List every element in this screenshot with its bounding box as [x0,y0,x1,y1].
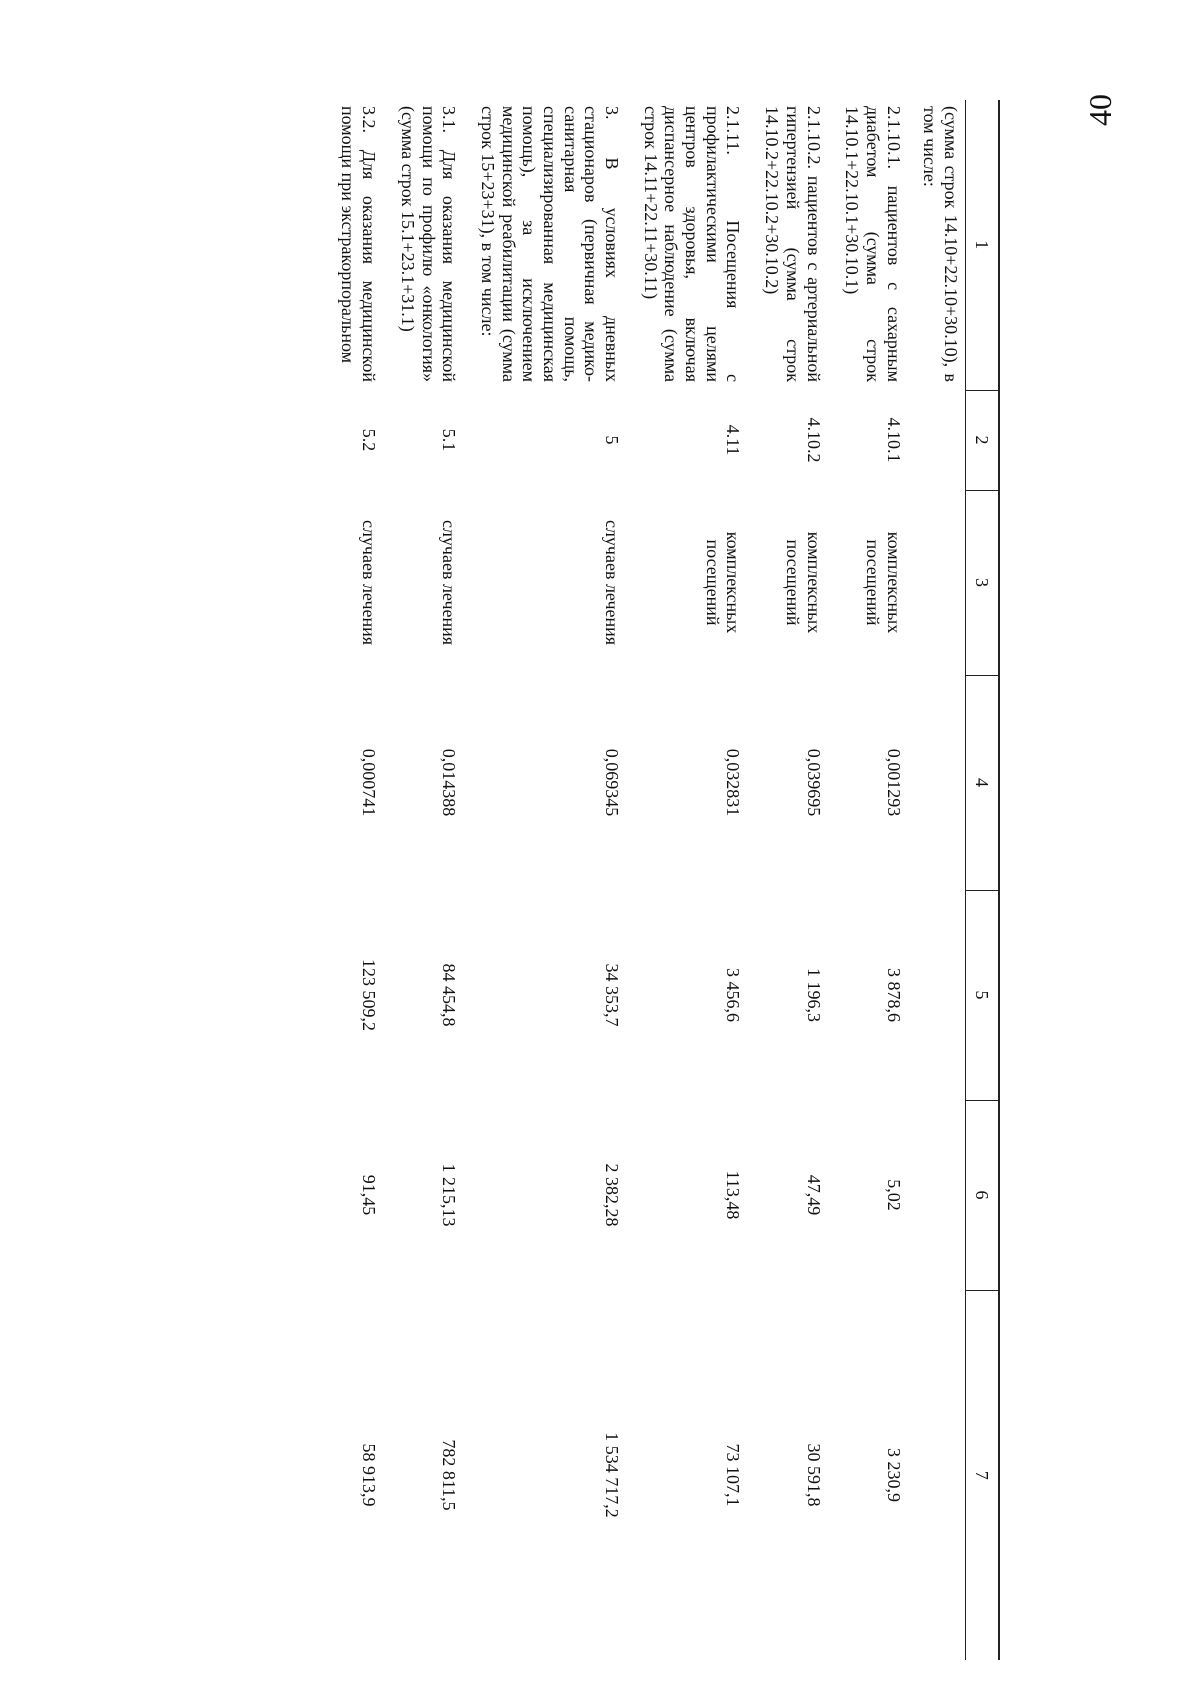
row-unit: комплексных посещений [702,531,744,634]
row-name: 3.1. Для оказания медицинской помощи по профилю «онкология» (сумма строк 15.1+23.1+31.1) [397,106,460,382]
table-row [910,100,966,1660]
row-value-6: 5,02 [883,1179,904,1211]
row-value-7: 1 534 717,2 [602,1432,623,1518]
row-value-6 [910,1100,966,1290]
row-value-7: 73 107,1 [723,1443,744,1507]
row-value-6: 1 215,13 [439,1163,460,1227]
header-cell-1: 1 [966,100,1000,390]
header-cell-4: 4 [966,675,1000,890]
row-code: 4.11 [723,424,744,456]
header-row [966,100,1000,1660]
row-value-4: 0,069345 [602,748,623,817]
row-unit: случаев лечения [359,519,380,646]
row-unit: случаев лечения [602,519,623,646]
row-value-6: 47,49 [803,1174,824,1216]
row-value-5: 123 509,2 [359,959,380,1031]
row-value-4 [910,675,966,890]
row-name: (сумма строк 14.10+22.10+30.10), в том числе: [920,106,961,382]
row-value-7: 3 230,9 [883,1448,904,1502]
table-row [750,100,830,1660]
row-value-5: 3 456,6 [723,968,744,1022]
header-cell-5: 5 [966,890,1000,1100]
row-unit [910,490,966,675]
table-container [200,100,1000,1660]
row-value-5: 3 878,6 [883,968,904,1022]
row-value-5: 84 454,8 [439,963,460,1027]
row-unit: случаев лечения [439,519,460,646]
row-value-5: 1 196,3 [803,968,824,1022]
row-value-4: 0,039695 [803,748,824,817]
row-unit: комплексных посещений [862,531,904,634]
header-cell-6: 6 [966,1100,1000,1290]
row-name: 2.1.10.2. пациентов с артериальной гипертензией (сумма строк 14.10.2+22.10.2+30.10.2) [762,106,824,382]
row-value-5 [910,890,966,1100]
row-value-6: 113,48 [723,1170,744,1220]
table-row [830,100,910,1660]
row-name: 3. В условиях дневных стационаров (первичная медико-санитарная помощь, специализированная медицинская помощь), за исключением медицинской реабилитации (сумма строк 15+23+31), в том числе: [477,106,623,382]
row-code: 5.1 [439,428,460,452]
row-value-5: 34 353,7 [602,963,623,1027]
row-name: 2.1.11. Посещения с профилактическими целями центров здоровья, включая диспансерное наблюдение (сумма строк 14.11+22.11+30.11) [640,106,744,382]
table-row [385,100,465,1660]
header-cell-2: 2 [966,390,1000,490]
row-name: 3.2. Для оказания медицинской помощи при экстракорпоральном [338,106,380,382]
row-value-7 [910,1290,966,1660]
row-value-4: 0,032831 [723,748,744,817]
row-value-6: 2 382,28 [602,1163,623,1227]
row-name: 2.1.10.1. пациентов с сахарным диабетом (сумма строк 14.10.1+22.10.1+30.10.1) [842,106,904,382]
row-code: 4.10.2 [803,417,824,463]
table-row [628,100,749,1660]
row-value-4: 0,014388 [439,748,460,817]
row-value-7: 30 591,8 [803,1443,824,1507]
row-code: 5 [602,435,623,445]
row-unit: комплексных посещений [782,531,824,634]
page-number: 40 [1082,94,1118,126]
row-value-7: 782 811,5 [439,1439,460,1511]
row-code: 5.2 [359,428,380,452]
row-value-6: 91,45 [359,1174,380,1216]
row-value-7: 58 913,9 [359,1443,380,1507]
header-cell-3: 3 [966,490,1000,675]
data-table [326,100,1000,1660]
row-value-4: 0,001293 [883,748,904,817]
row-code: 4.10.1 [883,417,904,463]
row-code [910,390,966,490]
table-row [326,100,385,1660]
header-cell-7: 7 [966,1290,1000,1660]
row-value-4: 0,000741 [359,748,380,817]
table-row [465,100,628,1660]
